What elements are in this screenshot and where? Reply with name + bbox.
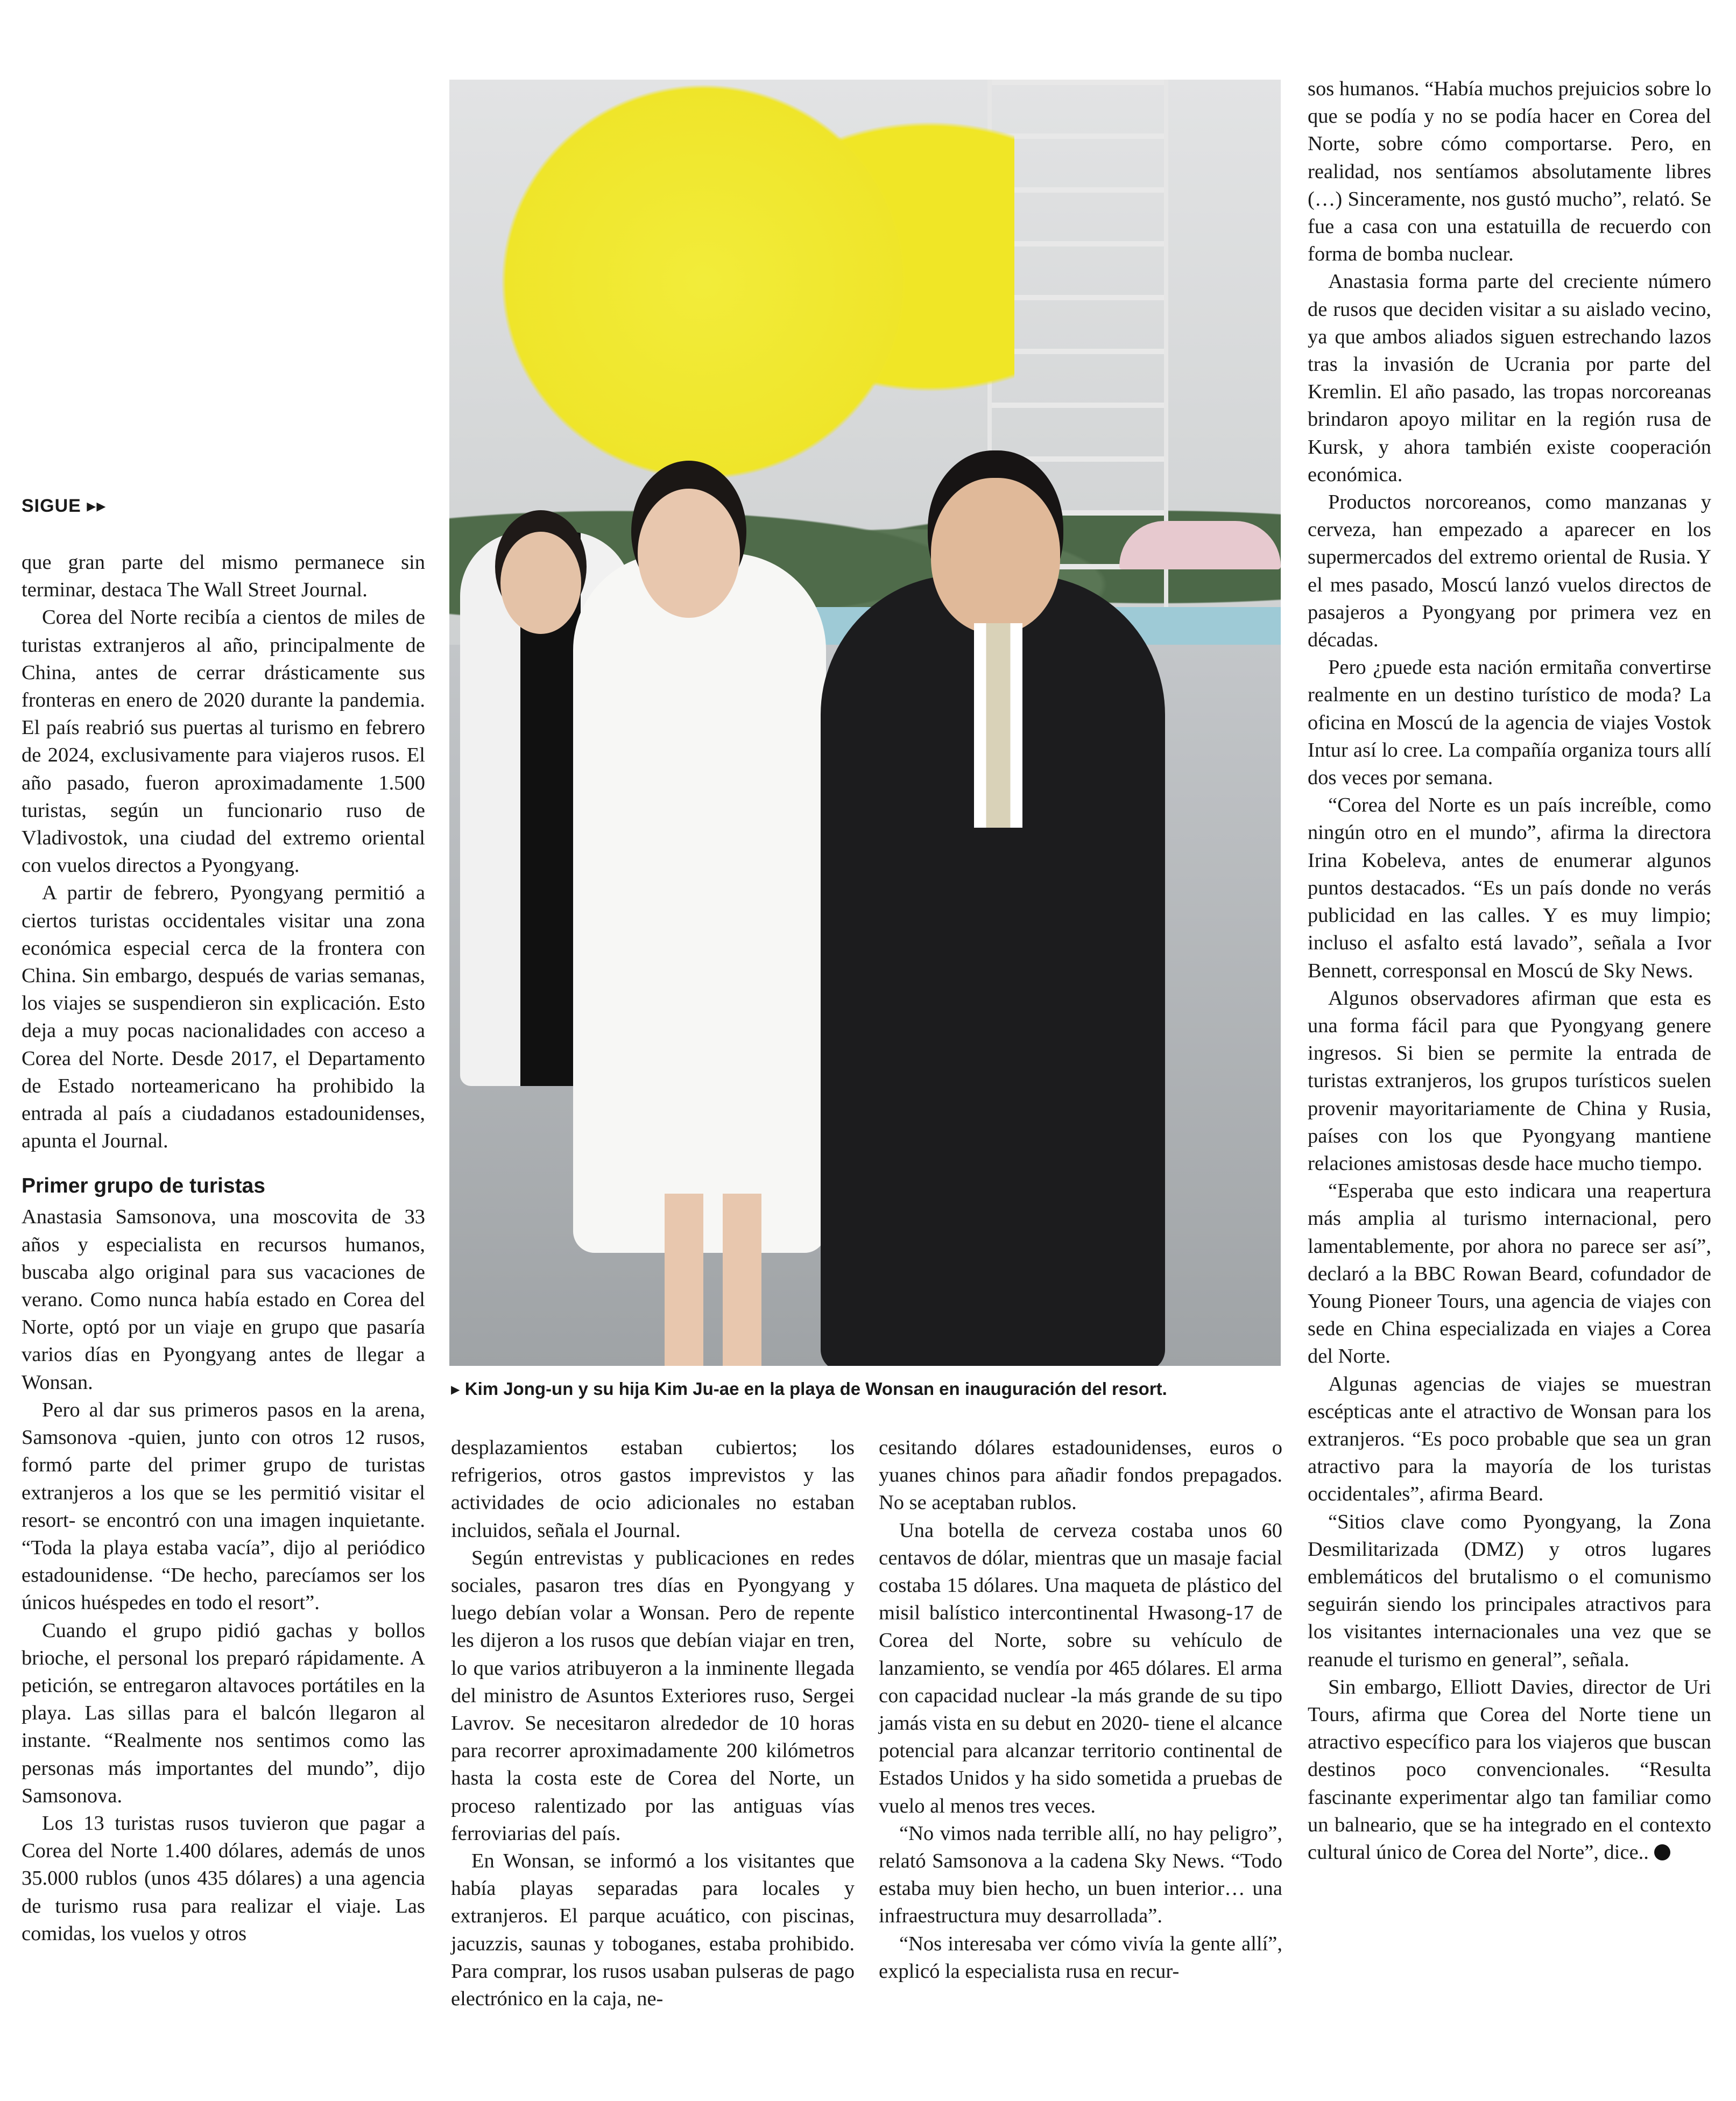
paragraph: “No vimos nada terrible allí, no hay peligro”, relató Samsonova a la cadena Sky News. “Todo estaba muy bien hecho, un buen interior… una infraestructura muy desarrollada”.	[879, 1822, 1282, 1928]
section-subhead: Primer grupo de turistas	[22, 1174, 265, 1198]
paragraph: Productos norcoreanos, como manzanas y cerveza, han empezado a aparecer en los supermercados del extremo oriental de Rusia. Y el mes pasado, Moscú lanzó vuelos directos de pasajeros a Pyongyang por primera vez en décadas.	[1308, 491, 1711, 652]
paragraph: “Nos interesaba ver cómo vivía la gente allí”, explicó la especialista rusa en recur-	[879, 1932, 1282, 1983]
article-column-4	[1308, 75, 1711, 1866]
paragraph: Corea del Norte recibía a cientos de miles de turistas extranjeros al año, principalmente de China, antes de cerrar drásticamente sus fronteras en enero de 2020 durante la pandemia. El país reabrió sus puertas al turismo en febrero de 2024, exclusivamente para viajeros rusos. El año pasado, fueron aproximadamente 1.500 turistas, según un funcionario ruso de Vladivostok, una ciudad del extremo oriental con vuelos directos a Pyongyang.	[22, 606, 425, 877]
article-photo	[449, 80, 1281, 1366]
article-column-3	[879, 1434, 1282, 1985]
sigue-label: SIGUE ▸▸	[22, 496, 107, 516]
paragraph: Pero al dar sus primeros pasos en la arena, Samsonova -quien, junto con otros 12 rusos, formó parte del primer grupo de turistas extranjeros a los que se les permitió visitar el resort- se encontró con una imagen inquietante. “Toda la playa estaba vacía”, dijo al periódico estadounidense. “De hecho, parecíamos ser los únicos huéspedes en todo el resort”.	[22, 1398, 425, 1614]
paragraph: Pero ¿puede esta nación ermitaña convertirse realmente en un destino turístico de moda? La oficina en Moscú de la agencia de viajes Vostok Intur así lo cree. La compañía organiza tours allí dos veces por semana.	[1308, 656, 1711, 789]
paragraph: Cuando el grupo pidió gachas y bollos brioche, el personal los preparó rápidamente. A petición, se entregaron altavoces portátiles en la playa. Las sillas para el balcón llegaron al instante. “Realmente nos sentimos como las personas más importantes del mundo”, dijo Samsonova.	[22, 1619, 425, 1807]
paragraph: Algunas agencias de viajes se muestran escépticas ante el atractivo de Wonsan para los extranjeros. “Es poco probable que sea un gran atractivo para la mayoría de los turistas occidentales”, afirma Beard.	[1308, 1372, 1711, 1506]
paragraph: Algunos observadores afirman que esta es una forma fácil para que Pyongyang genere ingresos. Si bien se permite la entrada de turistas extranjeros, los grupos turísticos suelen provenir mayoritariamente de China y Rusia, países con los que Pyongyang mantiene relaciones amistosas desde hace mucho tiempo.	[1308, 986, 1711, 1175]
paragraph: Según entrevistas y publicaciones en redes sociales, pasaron tres días en Pyongyang y luego debían volar a Wonsan. Pero de repente les dijeron a los rusos que debían viajar en tren, lo que varios atribuyeron a la inminente llegada del ministro de Asuntos Exteriores ruso, Sergei Lavrov. Se necesitaron alrededor de 10 horas para recorrer aproximadamente 200 kilómetros hasta la costa este de Corea del Norte, un proceso ralentizado por las antiguas vías ferroviarias del país.	[451, 1546, 855, 1845]
paragraph: “Esperaba que esto indicara una reapertura más amplia al turismo internacional, pero lamentablemente, por ahora no parece ser así”, declaró a la BBC Rowan Beard, cofundador de Young Pioneer Tours, una agencia de viajes con sede en China especializada en viajes a Corea del Norte.	[1308, 1180, 1711, 1368]
article-column-1	[22, 549, 425, 1948]
paragraph: “Corea del Norte es un país increíble, como ningún otro en el mundo”, afirma la directora Irina Kobeleva, antes de enumerar algunos puntos destacados. “Es un país donde no verás publicidad en las calles. Y es muy limpio; incluso el asfalto está lavado”, señala a Ivor Bennett, corresponsal en Moscú de Sky News.	[1308, 794, 1711, 982]
paragraph: A partir de febrero, Pyongyang permitió a ciertos turistas occidentales visitar una zona económica especial cerca de la frontera con China. Sin embargo, después de varias semanas, los viajes se suspendieron sin explicación. Esto deja a muy pocas nacionalidades con acceso a Corea del Norte. Desde 2017, el Departamento de Estado norteamericano ha prohibido la entrada al país a ciudadanos estadounidenses, apunta el Journal.	[22, 882, 425, 1153]
paragraph: cesitando dólares estadounidenses, euros o yuanes chinos para añadir fondos prepagados. No se aceptaban rublos.	[879, 1436, 1282, 1514]
article-column-2	[451, 1434, 855, 2013]
paragraph: Anastasia Samsonova, una moscovita de 33 años y especialista en recursos humanos, buscaba algo original para sus vacaciones de verano. Como nunca había estado en Corea del Norte, optó por un viaje en grupo que pasaría varios días en Pyongyang antes de llegar a Wonsan.	[22, 1205, 425, 1394]
photo-caption: ▸ Kim Jong-un y su hija Kim Ju-ae en la playa de Wonsan en inauguración del resort.	[451, 1379, 1167, 1399]
paragraph-text: Sin embargo, Elliott Davies, director de Uri Tours, afirma que Corea del Norte tiene un atractivo específico para los viajeros que buscan destinos poco convencionales. “Resulta fascinante experimentar algo tan familiar como un balneario, que se ha integrado en el contexto cultural único de Corea del Norte”, dice..	[1308, 1675, 1711, 1864]
paragraph: En Wonsan, se informó a los visitantes que había playas separadas para locales y extranjeros. El parque acuático, con piscinas, jacuzzis, saunas y toboganes, estaba prohibido. Para comprar, los rusos usaban pulseras de pago electrónico en la caja, ne-	[451, 1850, 855, 2011]
paragraph: desplazamientos estaban cubiertos; los refrigerios, otros gastos imprevistos y las actividades de ocio adicionales no estaban incluidos, señala el Journal.	[451, 1436, 855, 1542]
paragraph: “Sitios clave como Pyongyang, la Zona Desmilitarizada (DMZ) y otros lugares emblemáticos del brutalismo o el comunismo seguirán siendo los principales atractivos para los visitantes internacionales una vez que se reanude el turismo en general”, señala.	[1308, 1510, 1711, 1671]
paragraph: Anastasia forma parte del creciente número de rusos que deciden visitar a su aislado vecino, ya que ambos aliados siguen estrechando lazos tras la invasión de Ucrania por parte del Kremlin. El año pasado, las tropas norcoreanas brindaron apoyo militar en la región rusa de Kursk, y ahora también existe cooperación económica.	[1308, 270, 1711, 486]
paragraph: Los 13 turistas rusos tuvieron que pagar a Corea del Norte 1.400 dólares, además de unos 35.000 rublos (unos 435 dólares) a una agencia de turismo rusa para realizar el viaje. Las comidas, los vuelos y otros	[22, 1811, 425, 1945]
paragraph: que gran parte del mismo permanece sin terminar, destaca The Wall Street Journal.	[22, 551, 425, 602]
paragraph: sos humanos. “Había muchos prejuicios sobre lo que se podía y no se podía hacer en Corea del Norte, sobre cómo comportarse. Pero, en realidad, nos sentíamos absolutamente libres (…) Sinceramente, nos gustó mucho”, relató. Se fue a casa con una estatuilla de recuerdo con forma de bomba nuclear.	[1308, 77, 1711, 266]
paragraph-final	[1308, 1674, 1711, 1866]
end-mark-icon	[1654, 1844, 1670, 1860]
paragraph: Una botella de cerveza costaba unos 60 centavos de dólar, mientras que un masaje facial costaba 15 dólares. Una maqueta de plástico del misil balístico intercontinental Hwasong-17 de Corea del Norte, sobre su vehículo de lanzamiento, se vendía por 465 dólares. El arma con capacidad nuclear -la más grande de su tipo jamás vista en su debut en 2020- tiene el alcance potencial para alcanzar territorio continental de Estados Unidos y ha sido sometida a pruebas de vuelo al menos tres veces.	[879, 1519, 1282, 1817]
